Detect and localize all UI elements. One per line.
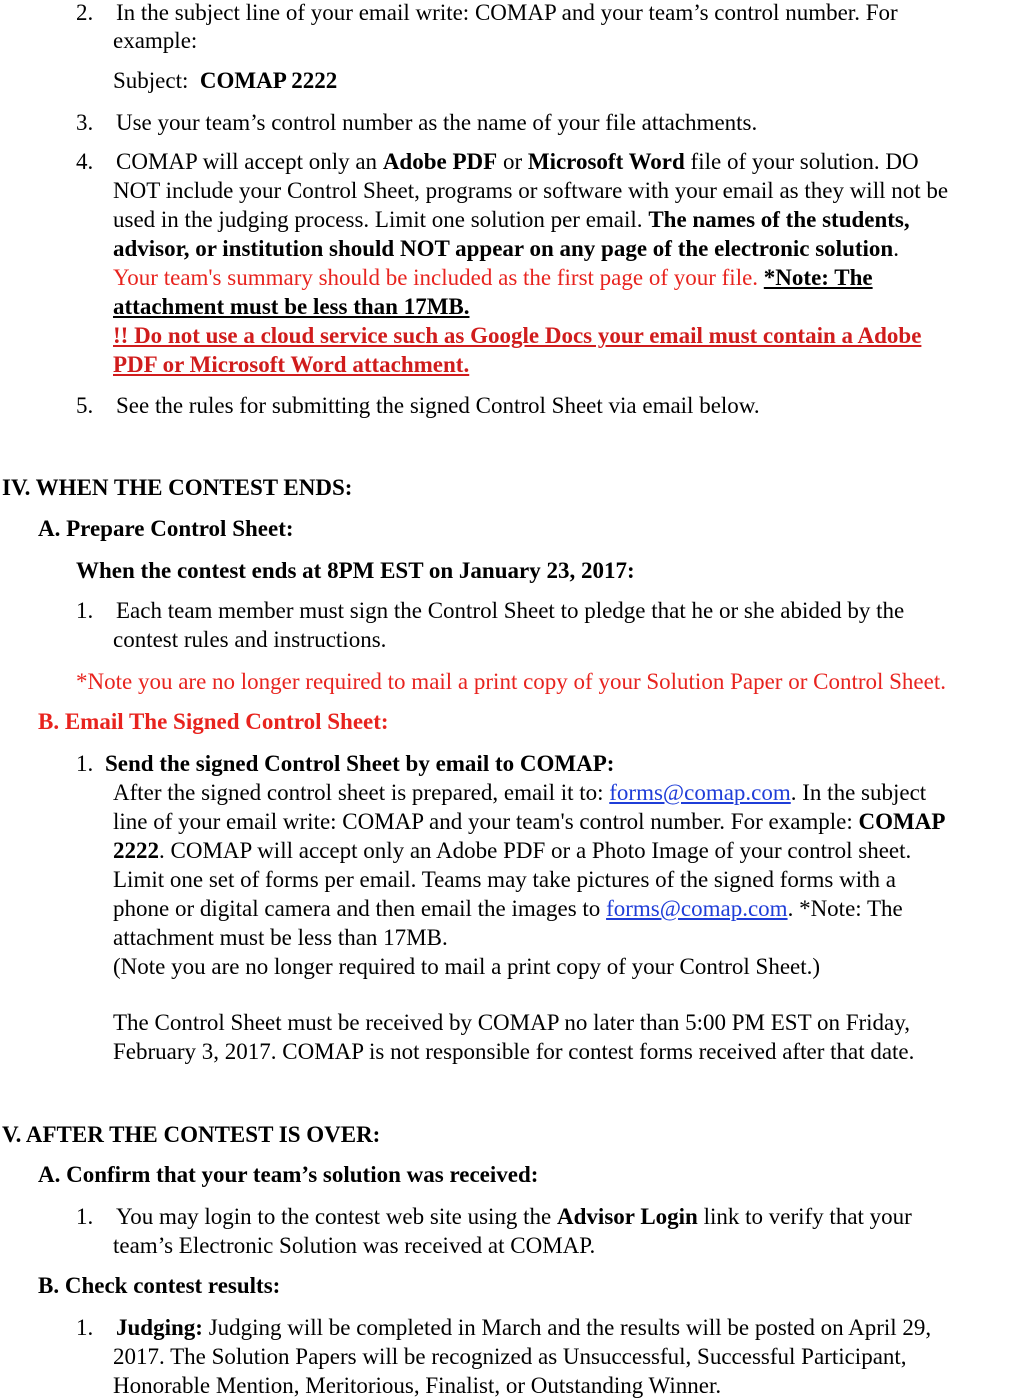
email-line-7: (Note you are no longer required to mail a print copy of your Control Sheet.) xyxy=(113,954,821,979)
subject-label: Subject: xyxy=(113,68,189,93)
item-4-line-3 xyxy=(113,205,910,234)
item-number: 4. xyxy=(76,149,94,174)
item-2-line-1: In the subject line of your email write: COMAP and your team’s control number. For xyxy=(116,0,898,25)
item-3-text: Use your team’s control number as the name of your file attachments. xyxy=(116,110,758,135)
item-number: 5. xyxy=(76,393,94,418)
section-5-heading: V. AFTER THE CONTEST IS OVER: xyxy=(2,1122,381,1147)
text-span: line of your email write: COMAP and your team's control number. For example: xyxy=(113,809,859,834)
names-warning-bold: advisor, or institution should NOT appear on any page of the electronic solution xyxy=(113,236,894,261)
email-line-5 xyxy=(113,894,903,923)
contest-end-subheading: When the contest ends at 8PM EST on January 23, 2017: xyxy=(76,558,635,583)
text-span: COMAP will accept only an xyxy=(116,149,383,174)
cloud-warning-line-2: PDF or Microsoft Word attachment. xyxy=(113,352,470,377)
item-4-line-1 xyxy=(116,147,919,176)
text-span: Judging will be completed in March and the results will be posted on April 29, xyxy=(202,1315,932,1340)
sign-line-2: contest rules and instructions. xyxy=(113,627,387,652)
text-span: After the signed control sheet is prepared, email it to: xyxy=(113,780,610,805)
text-span: . COMAP will accept only an Adobe PDF or a Photo Image of your control sheet. xyxy=(159,838,912,863)
text-span: . xyxy=(893,236,899,261)
judging-label: Judging: xyxy=(116,1315,203,1340)
item-number: 3. xyxy=(76,110,94,135)
deadline-line-1: The Control Sheet must be received by COMAP no later than 5:00 PM EST on Friday, xyxy=(113,1010,911,1035)
text-span: phone or digital camera and then email the images to xyxy=(113,896,607,921)
item-2-line-2: example: xyxy=(113,28,198,53)
section-5b-heading: B. Check contest results: xyxy=(38,1273,281,1298)
item-number: 2. xyxy=(76,0,94,25)
no-mail-note: *Note you are no longer required to mail a print copy of your Solution Paper or Control Sheet. xyxy=(76,669,946,694)
send-sheet-title: Send the signed Control Sheet by email to COMAP: xyxy=(105,751,615,776)
subject-value: COMAP 2222 xyxy=(199,68,338,93)
names-warning-bold: The names of the students, xyxy=(648,207,910,232)
cloud-warning-line-1: !! Do not use a cloud service such as Google Docs your email must contain a Adobe xyxy=(113,323,922,348)
size-note-bold: attachment must be less than 17MB. xyxy=(113,294,470,319)
login-line-1 xyxy=(116,1202,912,1231)
email-line-1 xyxy=(113,778,926,807)
text-span: link to verify that your xyxy=(697,1204,912,1229)
deadline-line-2: February 3, 2017. COMAP is not responsible for contest forms received after that date. xyxy=(113,1039,915,1064)
text-span: file of your solution. DO xyxy=(684,149,919,174)
email-line-4: Limit one set of forms per email. Teams may take pictures of the signed forms with a xyxy=(113,867,896,892)
login-line-2: team’s Electronic Solution was received at COMAP. xyxy=(113,1233,596,1258)
judging-line-2: 2017. The Solution Papers will be recognized as Unsuccessful, Successful Participant, xyxy=(113,1344,907,1369)
size-note-bold: *Note: The xyxy=(763,265,873,290)
subject-example xyxy=(113,66,337,95)
item-4-line-4 xyxy=(113,234,899,263)
adobe-pdf-bold: Adobe PDF xyxy=(382,149,498,174)
item-4-line-2: NOT include your Control Sheet, programs or software with your email as they will not be xyxy=(113,178,949,203)
email-line-6: attachment must be less than 17MB. xyxy=(113,925,448,950)
judging-line-1 xyxy=(116,1313,931,1342)
text-span: . *Note: The xyxy=(787,896,903,921)
example-bold: COMAP xyxy=(858,809,946,834)
judging-line-3: Honorable Mention, Meritorious, Finalist, or Outstanding Winner. xyxy=(113,1373,722,1398)
section-5a-heading: A. Confirm that your team’s solution was received: xyxy=(38,1162,539,1187)
sign-line-1: Each team member must sign the Control Sheet to pledge that he or she abided by the xyxy=(116,598,905,623)
advisor-login-bold: Advisor Login xyxy=(557,1204,698,1229)
text-span: . In the subject xyxy=(790,780,927,805)
section-4a-heading: A. Prepare Control Sheet: xyxy=(38,516,294,541)
item-number: 1. xyxy=(76,1204,94,1229)
ms-word-bold: Microsoft Word xyxy=(527,149,685,174)
text-span: or xyxy=(497,149,528,174)
item-number: 1. xyxy=(76,1315,94,1340)
email-link[interactable]: forms@comap.com xyxy=(606,896,788,921)
text-span: You may login to the contest web site using the xyxy=(116,1204,558,1229)
item-4-line-6 xyxy=(113,292,470,321)
item-number: 1. xyxy=(76,751,94,776)
item-5-text: See the rules for submitting the signed Control Sheet via email below. xyxy=(116,393,760,418)
section-4-heading: IV. WHEN THE CONTEST ENDS: xyxy=(2,475,353,500)
summary-note-red: Your team's summary should be included as the first page of your file. xyxy=(113,265,764,290)
email-line-2 xyxy=(113,807,945,836)
text-span: used in the judging process. Limit one solution per email. xyxy=(113,207,649,232)
section-4b-heading: B. Email The Signed Control Sheet: xyxy=(38,709,389,734)
email-link[interactable]: forms@comap.com xyxy=(609,780,791,805)
item-number: 1. xyxy=(76,598,94,623)
email-line-3 xyxy=(113,836,911,865)
example-bold: 2222 xyxy=(113,838,159,863)
item-4-line-5 xyxy=(113,263,873,292)
